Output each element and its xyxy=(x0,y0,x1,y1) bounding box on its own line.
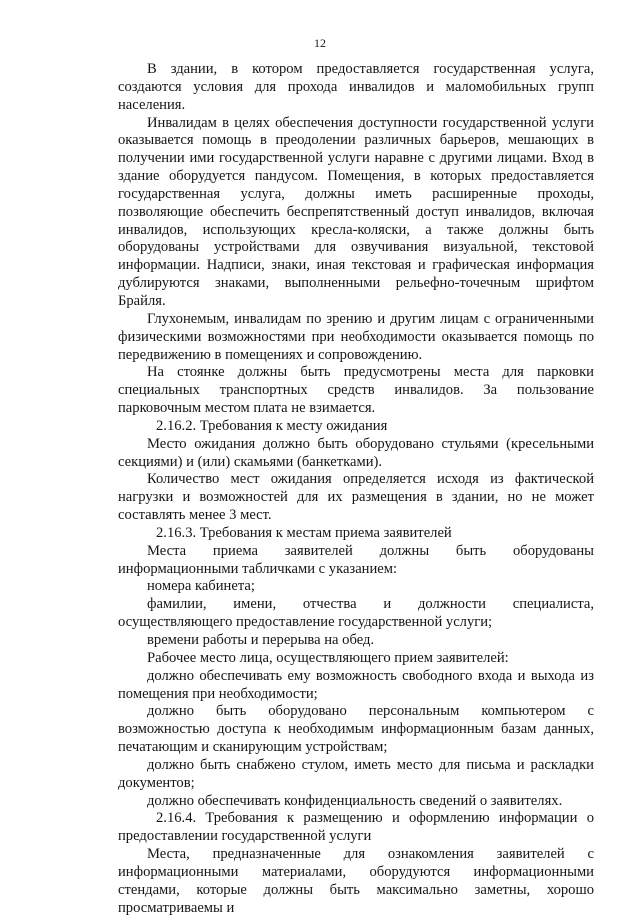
paragraph-info-stands: Места, предназначенные для ознакомления заявителей с информационными материалами, оборудуются информационными стендами, которые должны быть максимально заметны, хорошо просматриваемы и xyxy=(118,846,594,916)
list-item-computer: должно быть оборудовано персональным компьютером с возможностью доступа к необходимым информационным базам данных, печатающим и сканирующим устройствам; xyxy=(118,703,594,756)
section-heading-2-16-4: 2.16.4. Требования к размещению и оформлению информации о предоставлении государственной услуги xyxy=(118,810,594,845)
section-heading-2-16-3: 2.16.3. Требования к местам приема заявителей xyxy=(156,524,452,541)
list-item-confidentiality: должно обеспечивать конфиденциальность сведений о заявителях. xyxy=(147,792,563,809)
list-item-work-hours: времени работы и перерыва на обед. xyxy=(147,632,375,648)
list-item-chair-desk: должно быть снабжено стулом, иметь место для письма и раскладки документов; xyxy=(118,756,594,791)
paragraph-workplace-intro: Рабочее место лица, осуществляющего прием заявителей: xyxy=(147,649,509,666)
list-item-specialist-name: фамилии, имени, отчества и должности специалиста, осуществляющего предоставление государственной услуги; xyxy=(118,596,594,631)
section-heading-2-16-2: 2.16.2. Требования к месту ожидания xyxy=(156,417,388,434)
page-number: 12 xyxy=(314,36,326,50)
list-item-office-number: номера кабинета; xyxy=(147,578,255,595)
paragraph-waiting-capacity: Количество мест ожидания определяется исходя из фактической нагрузки и возможностей для их размещения в здании, но не может составлять менее 3 мест. xyxy=(118,471,594,524)
paragraph-reception-signs: Места приема заявителей должны быть оборудованы информационными табличками с указанием: xyxy=(118,542,594,577)
document-body xyxy=(118,61,594,918)
paragraph-waiting-seating: Место ожидания должно быть оборудовано стульями (кресельными секциями) и (или) скамьями (банкетками). xyxy=(118,435,594,470)
paragraph-accessibility-conditions: В здании, в котором предоставляется государственная услуга, создаются условия для прохода инвалидов и маломобильных групп населения. xyxy=(118,61,594,113)
paragraph-deaf-blind-assistance: Глухонемым, инвалидам по зрению и другим лицам с ограниченными физическими возможностями при необходимости оказывается помощь по передвижению в помещениях и сопровождению. xyxy=(118,310,594,363)
list-item-free-access: должно обеспечивать ему возможность свободного входа и выхода из помещения при необходимости; xyxy=(118,667,594,702)
paragraph-disabled-assistance: Инвалидам в целях обеспечения доступности государственной услуги оказывается помощь в преодолении различных барьеров, мешающих в получении ими государственной услуги наравне с другими лицами. Вход в здание оборудуется пандусом. Помещения, в которых предоставляется государственная услуга, должны иметь расширенные проходы, позволяющие обеспечить беспрепятственный доступ инвалидов, включая инвалидов, использующих кресла-коляски, а также должны быть оборудованы устройствами для озвучивания визуальной, текстовой информации. Надписи, знаки, иная текстовая и графическая информация дублируются знаками, выполненными рельефно-точечным шрифтом Брайля. xyxy=(118,114,594,309)
paragraph-parking: На стоянке должны быть предусмотрены места для парковки специальных транспортных средств инвалидов. За пользование парковочным местом плата не взимается. xyxy=(118,364,594,417)
